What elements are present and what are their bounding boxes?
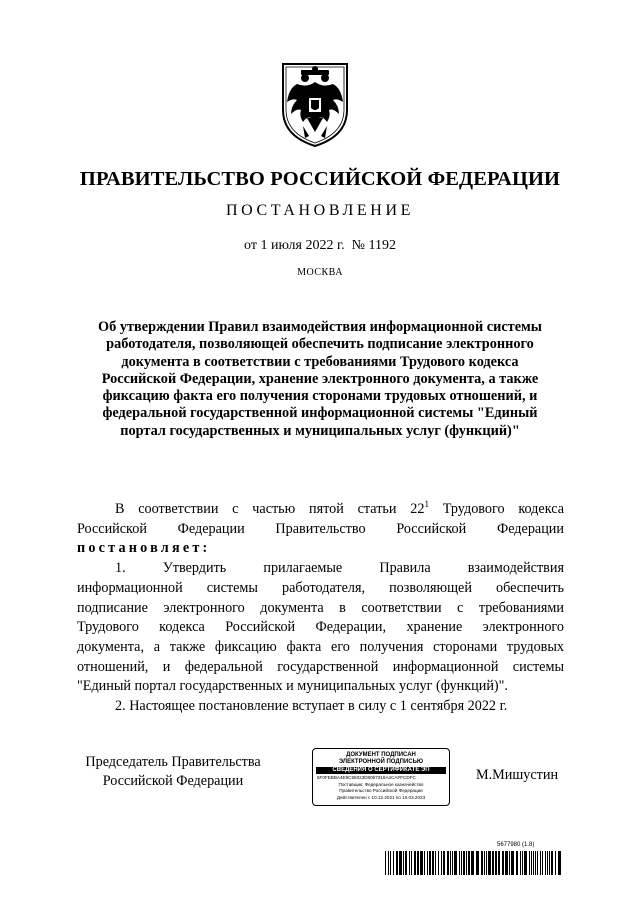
barcode-icon <box>385 851 563 875</box>
barcode-bar <box>417 851 419 875</box>
government-title: ПРАВИТЕЛЬСТВО РОССИЙСКОЙ ФЕДЕРАЦИИ <box>79 168 561 190</box>
barcode-bar <box>424 851 425 875</box>
barcode-bar <box>405 851 407 875</box>
barcode-bar <box>461 851 462 875</box>
signatory-name: М.Мишустин <box>476 767 559 783</box>
document-type: ПОСТАНОВЛЕНИЕ <box>226 202 414 219</box>
article-superscript: 1 <box>424 499 429 509</box>
barcode-bar <box>463 851 465 875</box>
barcode-bar <box>531 851 532 875</box>
barcode-number: 5677980 (1.8) <box>497 842 535 848</box>
barcode-bar <box>411 851 412 875</box>
barcode-bar <box>509 851 510 875</box>
barcode-bar <box>441 851 442 875</box>
barcode-bar <box>454 851 457 875</box>
item-1-line: Трудового кодекса Российской Федерации, хранение электронного <box>77 619 564 636</box>
stamp-certificate: 5F0FEBBA4E9C55023D8067316A4CAFFCDFC <box>317 775 416 780</box>
barcode-bar <box>492 851 494 875</box>
stamp-line-1: ДОКУМЕНТ ПОДПИСАН <box>346 752 416 758</box>
barcode-bar <box>542 851 543 875</box>
barcode-bar <box>396 851 398 875</box>
barcode-bar <box>484 851 485 875</box>
barcode-bar <box>385 851 386 875</box>
item-1-line: отношений, и федеральной государственной информационной системы <box>77 658 564 675</box>
signatory-position: Председатель Правительства Российской Федерации <box>85 754 261 789</box>
barcode-bar <box>429 851 431 875</box>
barcode-bar <box>420 851 423 875</box>
barcode-bar <box>495 851 497 875</box>
barcode-bar <box>427 851 428 875</box>
intro-paragraph: В соответствии с частью пятой статьи $22^1$ Трудового кодекса <box>115 499 565 517</box>
barcode-bar <box>450 851 451 875</box>
barcode-bar <box>471 851 474 875</box>
electronic-signature-stamp <box>312 748 450 806</box>
stamp-banner: СВЕДЕНИЯ О СЕРТИФИКАТЕ ЭП <box>316 767 446 774</box>
barcode-bar <box>390 851 391 875</box>
stamp-owner: Правительство Российской Федерации <box>339 788 423 793</box>
barcode-bar <box>540 851 541 875</box>
barcode-bar <box>505 851 508 875</box>
item-1-line: 1. Утвердить прилагаемые Правила взаимодействия <box>115 560 564 577</box>
heading-line: Российской Федерации, хранение электронного документа, а также <box>101 370 539 387</box>
barcode-bar <box>555 851 556 875</box>
barcode-bar <box>524 851 527 875</box>
barcode-bar <box>435 851 436 875</box>
heading-line: федеральной государственной информационной системы "Единый <box>102 405 538 422</box>
barcode-bar <box>533 851 534 875</box>
barcode-bar <box>549 851 550 875</box>
item-1-line: подписание электронного документа в соответствии с требованиями <box>77 599 564 616</box>
barcode-bar <box>516 851 518 875</box>
barcode-bar <box>537 851 538 875</box>
barcode-bar <box>520 851 521 875</box>
barcode-bar <box>545 851 546 875</box>
barcode-bar <box>468 851 470 875</box>
decree-body <box>77 500 564 717</box>
russian-coat-of-arms-icon <box>277 58 353 148</box>
heading-line: документа в соответствии с требованиями Трудового кодекса <box>121 353 519 370</box>
barcode-bar <box>551 851 553 875</box>
barcode-bar <box>488 851 491 875</box>
stamp-line-2: ЭЛЕКТРОННОЙ ПОДПИСЬЮ <box>338 759 424 765</box>
barcode-bar <box>399 851 402 875</box>
barcode-bar <box>447 851 449 875</box>
heading-line: работодателя, позволяющей обеспечить подписание электронного <box>106 336 534 353</box>
barcode-bar <box>388 851 389 875</box>
barcode-bar <box>547 851 548 875</box>
stamp-issuer: Поставщик: Федеральное казначейство <box>338 781 424 787</box>
barcode-bar <box>481 851 483 875</box>
barcode-bar <box>403 851 404 875</box>
barcode-bar <box>486 851 487 875</box>
heading-line: Об утверждении Правил взаимодействия информационной системы <box>98 319 542 335</box>
decree-word: постановляет: <box>77 540 211 557</box>
decree-date-number: от 1 июля 2022 г. № 1192 <box>244 238 396 253</box>
item-1-line: документа, а также фиксацию факта его получения сторонами трудовых <box>77 638 564 655</box>
barcode-bar <box>558 851 561 875</box>
item-1-last-line: "Единый портал государственных и муниципальных услуг (функций)". <box>77 678 508 695</box>
barcode-bar <box>452 851 453 875</box>
item-2: 2. Настоящее постановление вступает в силу с 1 сентября 2022 г. <box>115 698 508 715</box>
barcode-bar <box>529 851 530 875</box>
barcode-bar <box>502 851 504 875</box>
barcode-bar <box>476 851 479 875</box>
barcode-bar <box>511 851 514 875</box>
barcode-bar <box>443 851 445 875</box>
coat-of-arms-emblem <box>277 58 353 148</box>
barcode-bar <box>409 851 410 875</box>
barcode-bar <box>432 851 434 875</box>
stamp-validity: Действителен с 10.12.2021 по 10.03.2023 <box>336 794 426 800</box>
barcode-bar <box>438 851 439 875</box>
barcode-bar <box>466 851 467 875</box>
heading-line: фиксацию факта его получения сторонами трудовых отношений, и <box>102 388 538 405</box>
barcode-bar <box>535 851 536 875</box>
city: МОСКВА <box>297 267 343 278</box>
barcode-bar <box>522 851 523 875</box>
decree-heading <box>70 319 570 440</box>
barcode-bar <box>498 851 500 875</box>
barcode-bar <box>459 851 460 875</box>
barcode-bar <box>393 851 394 875</box>
heading-line: портал государственных и муниципальных услуг (функций)" <box>120 422 520 439</box>
intro-line-2: Российской Федерации Правительство Российской Федерации <box>77 520 564 537</box>
barcode-bar <box>414 851 416 875</box>
item-1-line: информационной системы работодателя, позволяющей обеспечить <box>77 579 564 596</box>
